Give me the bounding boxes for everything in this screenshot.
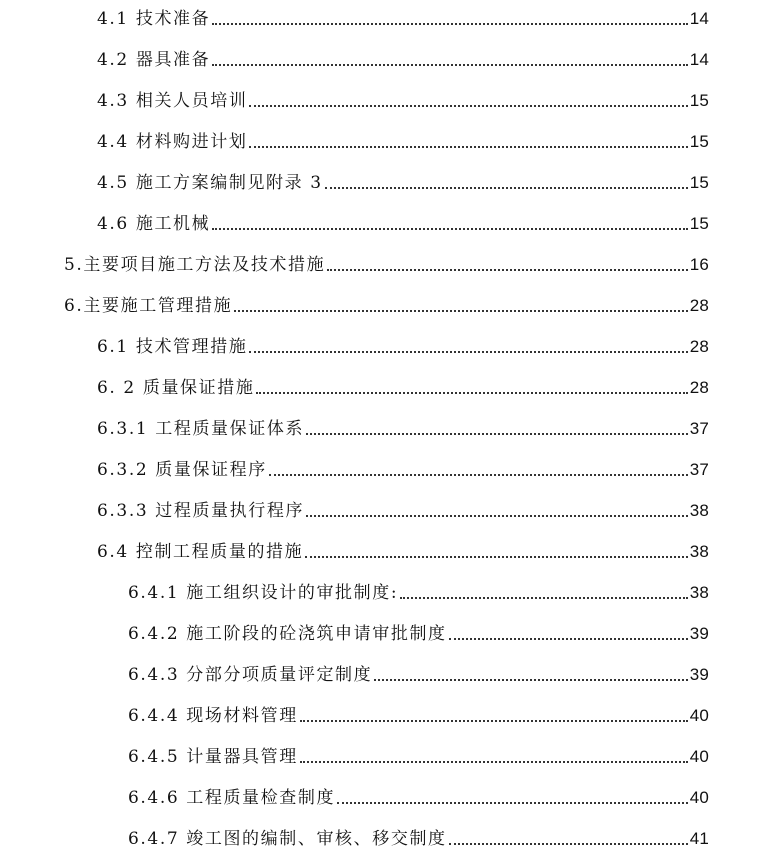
toc-entry-page: 15 (689, 173, 709, 192)
toc-entry[interactable] (97, 455, 709, 481)
toc-entry[interactable] (128, 619, 709, 645)
toc-entry[interactable] (97, 209, 709, 235)
toc-entry[interactable] (128, 660, 709, 686)
dot-leader (449, 843, 688, 845)
dot-leader (300, 761, 688, 763)
toc-entry[interactable] (128, 742, 709, 768)
toc-entry-page: 28 (689, 337, 709, 356)
dot-leader (449, 638, 688, 640)
toc-entry-title: 6.1 技术管理措施 (97, 337, 248, 357)
toc-entry-title: 4.3 相关人员培训 (97, 91, 248, 111)
toc-entry-title: 6.4.5 计量器具管理 (128, 747, 298, 767)
toc-entry-page: 14 (689, 9, 709, 28)
toc-entry[interactable] (97, 86, 709, 112)
toc-entry[interactable] (97, 332, 709, 358)
toc-entry-page: 14 (689, 50, 709, 69)
toc-entry[interactable] (64, 291, 709, 317)
dot-leader (300, 720, 688, 722)
toc-entry-page: 28 (689, 378, 709, 397)
toc-entry[interactable] (128, 783, 709, 809)
toc-entry[interactable] (128, 824, 709, 850)
dot-leader (234, 310, 687, 312)
toc-entry-page: 15 (689, 91, 709, 110)
dot-leader (374, 679, 687, 681)
toc-entry[interactable] (97, 4, 709, 30)
dot-leader (305, 556, 687, 558)
toc-entry-title: 6.主要施工管理措施 (64, 296, 233, 316)
dot-leader (256, 392, 687, 394)
toc-entry-page: 38 (689, 542, 709, 561)
toc-entry[interactable] (97, 45, 709, 71)
dot-leader (306, 515, 688, 517)
toc-entry-page: 15 (689, 214, 709, 233)
toc-entry[interactable] (97, 537, 709, 563)
dot-leader (212, 23, 687, 25)
toc-entry[interactable] (128, 578, 709, 604)
toc-entry[interactable] (128, 701, 709, 727)
toc-entry-title: 6.3.3 过程质量执行程序 (97, 501, 305, 521)
toc-entry-title: 6.4.4 现场材料管理 (128, 706, 298, 726)
toc-entry-title: 6.4.2 施工阶段的砼浇筑申请审批制度 (128, 624, 447, 644)
toc-entry-page: 39 (689, 624, 709, 643)
toc-entry-title: 6.3.2 质量保证程序 (97, 460, 267, 480)
dot-leader (212, 64, 687, 66)
toc-entry-page: 40 (689, 747, 709, 766)
toc-entry[interactable] (97, 414, 709, 440)
toc-entry[interactable] (97, 373, 709, 399)
toc-entry[interactable] (97, 168, 709, 194)
toc-entry-title: 6.4.7 竣工图的编制、审核、移交制度 (128, 829, 447, 849)
toc-entry-page: 38 (689, 583, 709, 602)
toc-entry-title: 5.主要项目施工方法及技术措施 (64, 255, 326, 275)
toc-entry-page: 38 (689, 501, 709, 520)
toc-entry-page: 41 (689, 829, 709, 848)
dot-leader (337, 802, 688, 804)
toc-entry-page: 37 (689, 460, 709, 479)
toc-entry-title: 6.4 控制工程质量的措施 (97, 542, 304, 562)
toc-entry-title: 4.2 器具准备 (97, 50, 211, 70)
toc-entry-page: 40 (689, 706, 709, 725)
toc-entry-title: 4.4 材料购进计划 (97, 132, 248, 152)
dot-leader (327, 269, 687, 271)
dot-leader (325, 187, 688, 189)
toc-entry-title: 6.3.1 工程质量保证体系 (97, 419, 305, 439)
dot-leader (212, 228, 687, 230)
toc-entry-page: 28 (689, 296, 709, 315)
toc-entry-page: 39 (689, 665, 709, 684)
toc-entry-title: 4.1 技术准备 (97, 9, 211, 29)
toc-entry-page: 15 (689, 132, 709, 151)
dot-leader (249, 146, 687, 148)
toc-entry[interactable] (97, 496, 709, 522)
dot-leader (249, 351, 687, 353)
toc-entry-title: 6.4.3 分部分项质量评定制度 (128, 665, 373, 685)
dot-leader (249, 105, 687, 107)
toc-entry-title: 6. 2 质量保证措施 (97, 378, 255, 398)
toc-entry-page: 37 (689, 419, 709, 438)
toc-entry[interactable] (64, 250, 709, 276)
toc-entry-title: 4.6 施工机械 (97, 214, 211, 234)
dot-leader (306, 433, 688, 435)
dot-leader (269, 474, 688, 476)
toc-entry-page: 40 (689, 788, 709, 807)
toc-entry-title: 6.4.6 工程质量检查制度 (128, 788, 336, 808)
dot-leader (400, 597, 688, 599)
toc-entry[interactable] (97, 127, 709, 153)
toc-entry-page: 16 (689, 255, 709, 274)
toc-entry-title: 6.4.1 施工组织设计的审批制度: (128, 583, 399, 603)
toc-entry-title: 4.5 施工方案编制见附录 3 (97, 173, 323, 193)
